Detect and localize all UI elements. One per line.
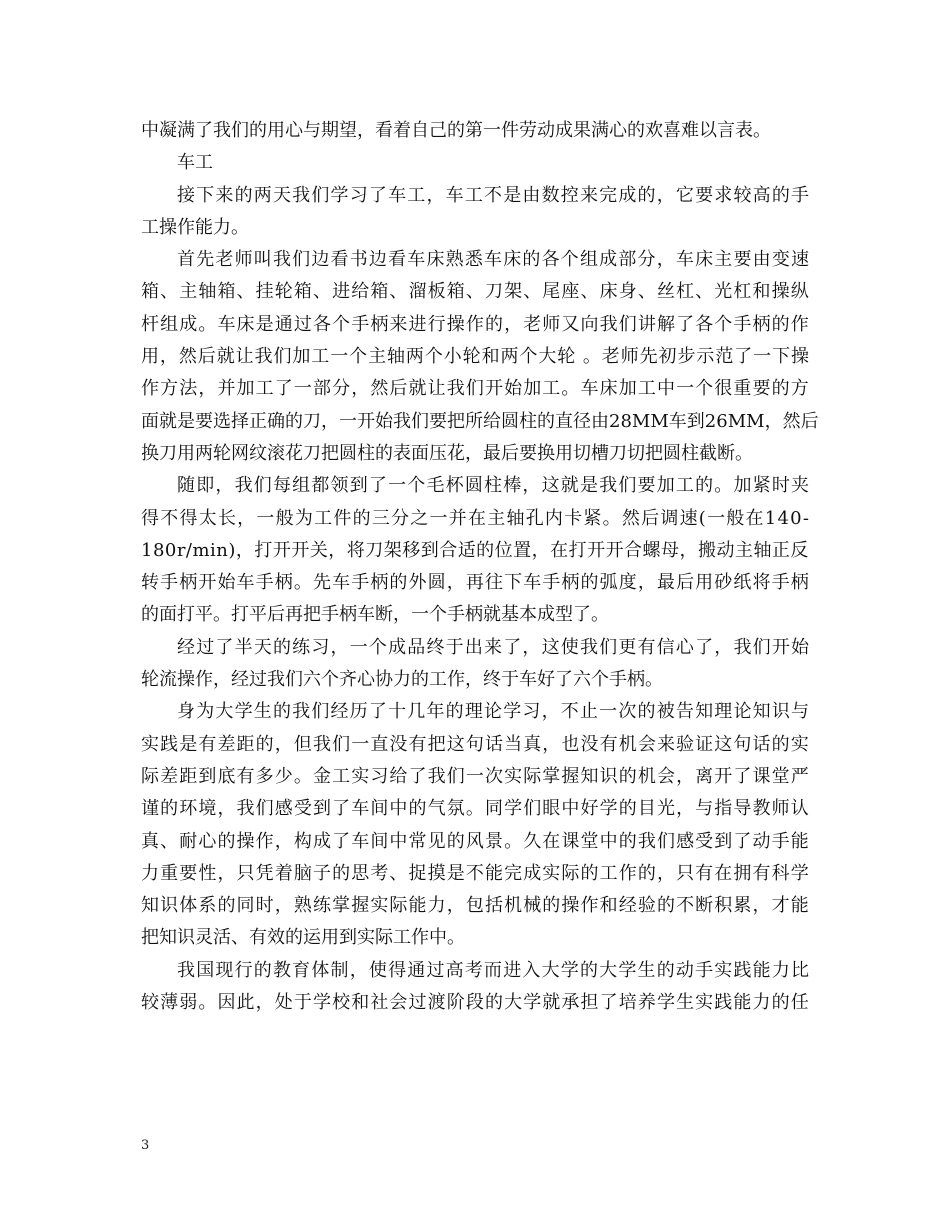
text-line: 面 就 是 要 选 择 正 确 的 刀 ， 一 开 始 我 们 要 把 所 给 圆 柱 的 直 径 由 2 8 M M 车 到 2 6 M M ， 然 后: [141, 410, 819, 432]
text-line: 箱 、 主 轴 箱 、 挂 轮 箱 、 进 给 箱 、 溜 板 箱 、 刀 架 、 尾 座 、 床 身 、 丝 杠 、 光 杠 和 操 纵: [141, 281, 809, 303]
text-line: 谨 的 环 境 ， 我 们 感 受 到 了 车 间 中 的 气 氛 。 同 学 们 眼 中 好 学 的 目 光 ， 与 指 导 教 师 认: [141, 798, 809, 820]
text-line: 把知识灵活、有效的运用到实际工作中。: [141, 927, 465, 949]
text-line: 首 先 老 师 叫 我 们 边 看 书 边 看 车 床 熟 悉 车 床 的 各 个 组 成 部 分 ， 车 床 主 要 由 变 速: [177, 249, 809, 271]
paragraph: [141, 470, 809, 631]
text-line: 际 差 距 到 底 有 多 少 。 金 工 实 习 给 了 我 们 一 次 实 际 掌 握 知 识 的 机 会 ， 离 开 了 课 堂 严: [141, 765, 809, 787]
paragraph: [141, 147, 809, 179]
text-line: 中凝满了我们的用心与期望，看着自己的第一件劳动成果满心的欢喜难以言表。: [141, 120, 771, 141]
text-line: 经 过 了 半 天 的 练 习 ， 一 个 成 品 终 于 出 来 了 ， 这 使 我 们 更 有 信 心 了 ， 我 们 开 始: [177, 636, 809, 658]
text-line: 实 践 是 有 差 距 的 ， 但 我 们 一 直 没 有 把 这 句 话 当 真 ， 也 没 有 机 会 来 验 证 这 句 话 的 实: [141, 733, 809, 755]
text-line: 接 下 来 的 两 天 我 们 学 习 了 车 工 ， 车 工 不 是 由 数 控 来 完 成 的 ， 它 要 求 较 高 的 手: [177, 184, 809, 206]
text-line: 身 为 大 学 生 的 我 们 经 历 了 十 几 年 的 理 论 学 习 ， 不 止 一 次 的 被 告 知 理 论 知 识 与: [177, 701, 809, 723]
text-line: 工操作能力。: [141, 216, 249, 238]
text-line: 知 识 体 系 的 同 时 ， 熟 练 掌 握 实 际 能 力 ， 包 括 机 械 的 操 作 和 经 验 的 不 断 积 累 ， 才 能: [141, 895, 809, 917]
text-line: 的面打平。打平后再把手柄车断，一个手柄就基本成型了。: [141, 604, 609, 626]
text-line: 转 手 柄 开 始 车 手 柄 。 先 车 手 柄 的 外 圆 ， 再 往 下 车 手 柄 的 弧 度 ， 最 后 用 砂 纸 将 手 柄: [141, 572, 809, 594]
text-line: 换刀用两轮网纹滚花刀把圆柱的表面压花，最后要换用切槽刀切把圆柱截断。: [141, 442, 753, 464]
paragraph: [141, 244, 819, 470]
text-line: 力 重 要 性 ， 只 凭 着 脑 子 的 思 考 、 捉 摸 是 不 能 完 成 实 际 的 工 作 的 ， 只 有 在 拥 有 科 学: [141, 862, 809, 884]
document-body: [141, 115, 819, 1019]
paragraph: [141, 696, 809, 954]
paragraph: [141, 632, 809, 697]
text-line: 1 8 0 r / m i n ) ， 打 开 开 关 ， 将 刀 架 移 到 合 适 的 位 置 ， 在 打 开 开 合 螺 母 ， 搬 动 主 轴 正 反: [141, 539, 809, 561]
text-line: 随 即 ， 我 们 每 组 都 领 到 了 一 个 毛 杯 圆 柱 棒 ， 这 就 是 我 们 要 加 工 的 。 加 紧 时 夹: [177, 475, 809, 497]
text-line: 得 不 得 太 长 ， 一 般 为 工 件 的 三 分 之 一 并 在 主 轴 孔 内 卡 紧 。 然 后 调 速 ( 一 般 在 1 4 0 -: [141, 507, 809, 529]
paragraph: [141, 115, 809, 147]
text-line: 较 薄 弱 。 因 此 ， 处 于 学 校 和 社 会 过 渡 阶 段 的 大 学 就 承 担 了 培 养 学 生 实 践 能 力 的 任: [141, 992, 809, 1014]
text-line: 真 、 耐 心 的 操 作 ， 构 成 了 车 间 中 常 见 的 风 景 。 久 在 课 堂 中 的 我 们 感 受 到 了 动 手 能: [141, 830, 809, 852]
text-line: 轮流操作，经过我们六个齐心协力的工作，终于车好了六个手柄。: [141, 669, 663, 691]
paragraph: [141, 180, 809, 245]
text-line: 作 方 法 ， 并 加 工 了 一 部 分 ， 然 后 就 让 我 们 开 始 加 工 。 车 床 加 工 中 一 个 很 重 要 的 方: [141, 378, 809, 400]
paragraph: [141, 955, 809, 1020]
text-line: 杆 组 成 。 车 床 是 通 过 各 个 手 柄 来 进 行 操 作 的 ， 老 师 又 向 我 们 讲 解 了 各 个 手 柄 的 作: [141, 313, 809, 335]
page-number: 3: [141, 1138, 150, 1153]
text-line: 我 国 现 行 的 教 育 体 制 ， 使 得 通 过 高 考 而 进 入 大 学 的 大 学 生 的 动 手 实 践 能 力 比: [177, 959, 809, 981]
text-line: 用 ， 然 后 就 让 我 们 加 工 一 个 主 轴 两 个 小 轮 和 两 个 大 轮 。 老 师 先 初 步 示 范 了 一 下 操: [141, 346, 809, 368]
text-line: 车工: [177, 152, 213, 174]
